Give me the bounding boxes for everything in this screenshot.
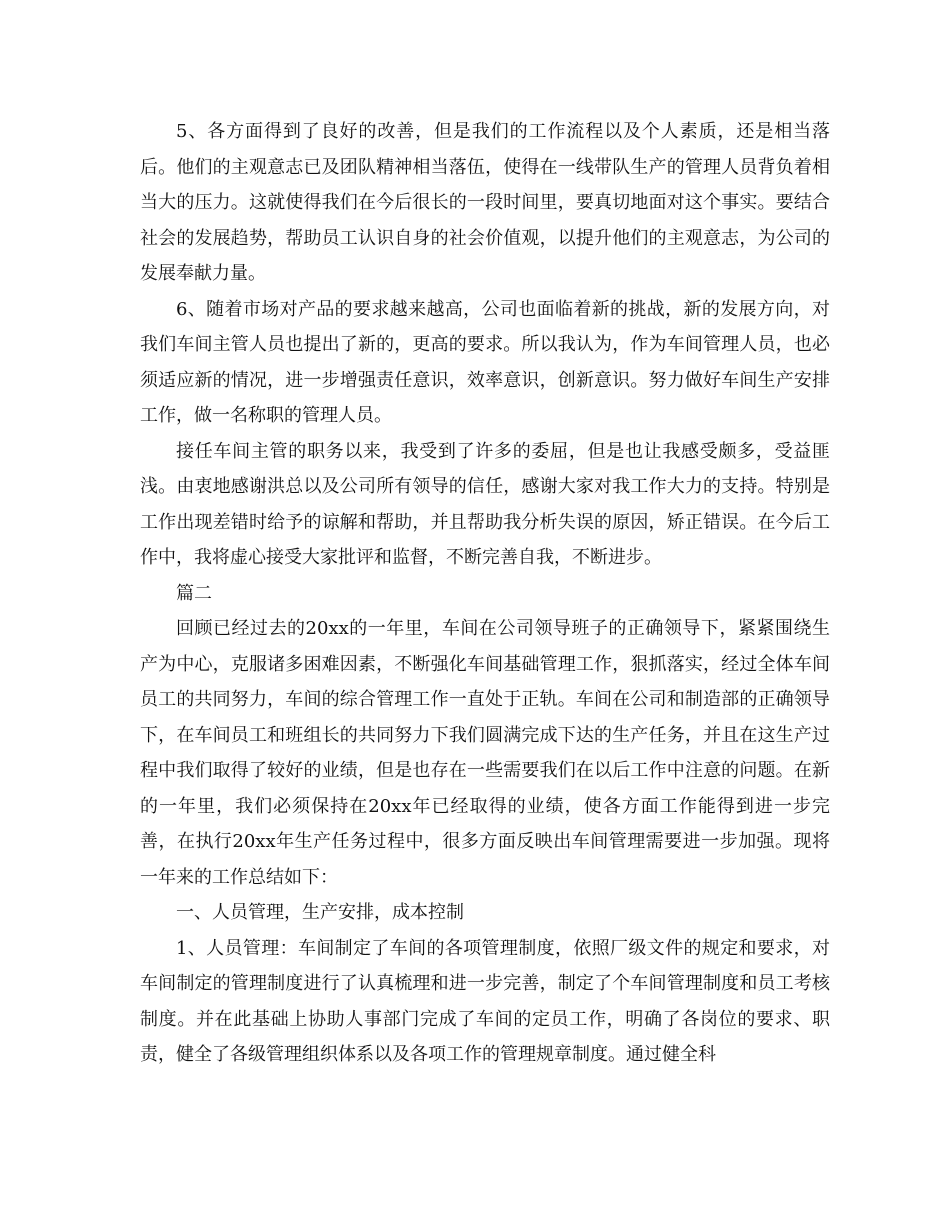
paragraph-acknowledgement: 接任车间主管的职务以来，我受到了许多的委屈，但是也让我感受颇多，受益匪浅。由衷地感谢洪总以及公司所有领导的信任，感谢大家对我工作大力的支持。特别是工作出现差错时给予的谅解和帮助，并且帮助我分析失误的原因，矫正错误。在今后工作中，我将虚心接受大家批评和监督，不断完善自我，不断进步。 xyxy=(140,440,830,568)
section-heading-part-two: 篇二 xyxy=(176,582,212,604)
paragraph-item-5: 5、各方面得到了良好的改善，但是我们的工作流程以及个人素质，还是相当落后。他们的主观意志已及团队精神相当落伍，使得在一线带队生产的管理人员背负着相当大的压力。这就使得我们在今后很长的一段时间里，要真切地面对这个事实。要结合社会的发展趋势，帮助员工认识自身的社会价值观，以提升他们的主观意志，为公司的发展奉献力量。 xyxy=(140,121,830,284)
paragraph-review: 回顾已经过去的20xx的一年里，车间在公司领导班子的正确领导下，紧紧围绕生产为中心，克服诸多困难因素，不断强化车间基础管理工作，狠抓落实，经过全体车间员工的共同努力，车间的综合管理工作一直处于正轨。车间在公司和制造部的正确领导下，在车间员工和班组长的共同努力下我们圆满完成下达的生产任务，并且在这生产过程中我们取得了较好的业绩，但是也存在一些需要我们在以后工作中注意的问题。在新的一年里，我们必须保持在20xx年已经取得的业绩，使各方面工作能得到进一步完善，在执行20xx年生产任务过程中，很多方面反映出车间管理需要进一步加强。现将一年来的工作总结如下： xyxy=(140,618,830,888)
section-heading-personnel: 一、人员管理，生产安排，成本控制 xyxy=(176,902,464,923)
paragraph-personnel-management: 1、人员管理：车间制定了车间的各项管理制度，依照厂级文件的规定和要求，对车间制定的管理制度进行了认真梳理和进一步完善，制定了个车间管理制度和员工考核制度。并在此基础上协助人事部门完成了车间的定员工作，明确了各岗位的要求、职责，健全了各级管理组织体系以及各项工作的管理规章制度。通过健全科 xyxy=(140,937,830,1065)
document-body xyxy=(140,114,830,1073)
paragraph-item-6: 6、随着市场对产品的要求越来越高，公司也面临着新的挑战，新的发展方向，对我们车间主管人员也提出了新的，更高的要求。所以我认为，作为车间管理人员，也必须适应新的情况，进一步增强责任意识，效率意识，创新意识。努力做好车间生产安排工作，做一名称职的管理人员。 xyxy=(140,298,830,426)
